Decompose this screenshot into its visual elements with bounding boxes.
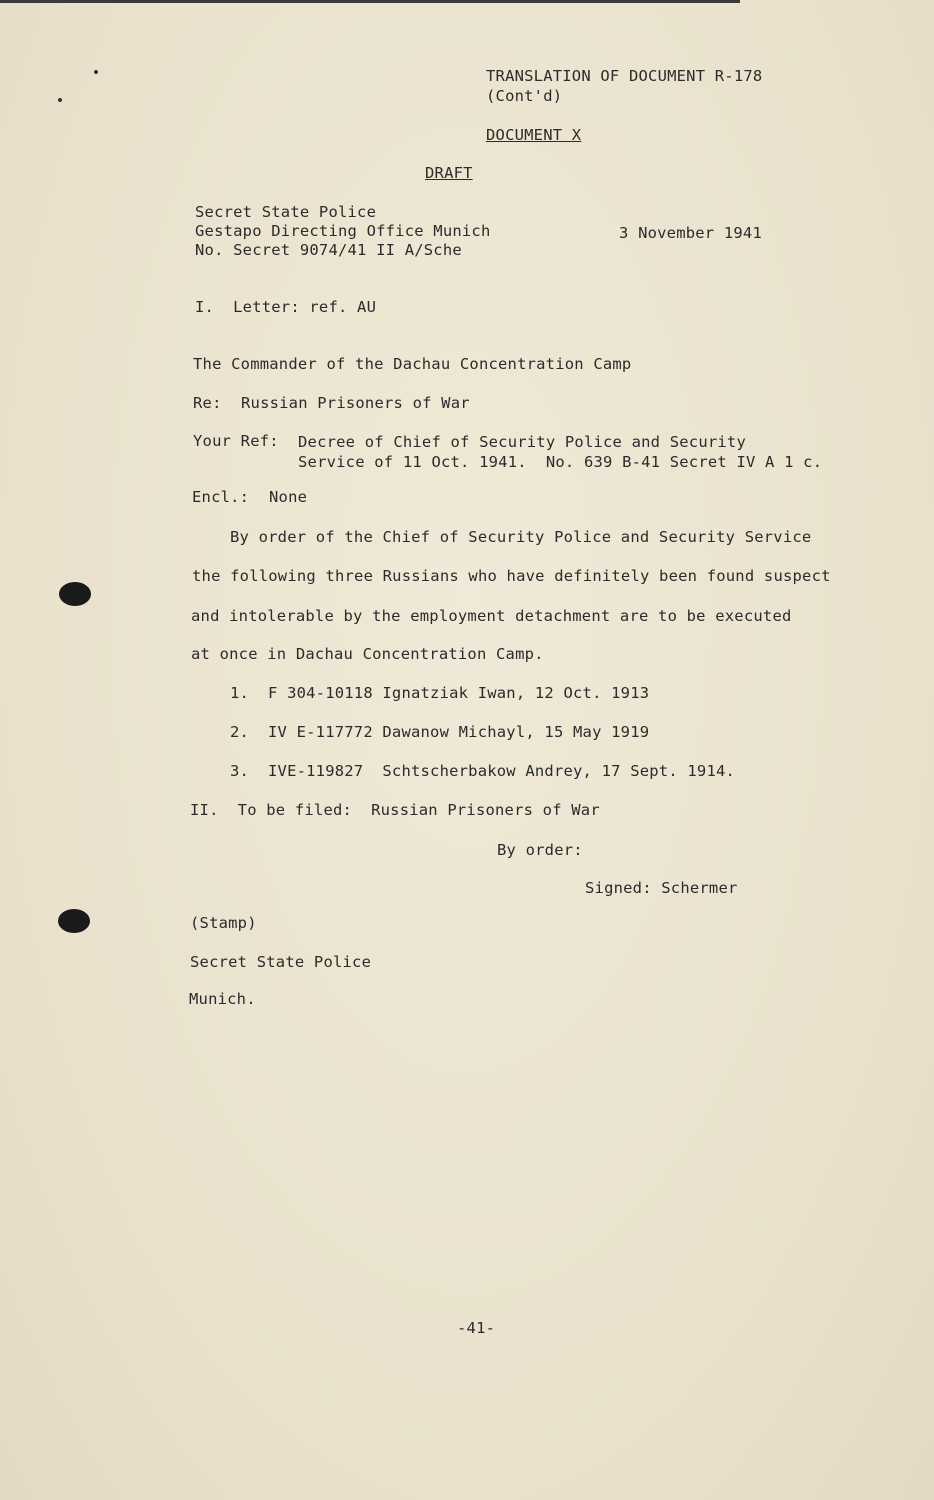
stamp-line-2: Secret State Police bbox=[190, 953, 372, 971]
stamp-label: (Stamp) bbox=[190, 914, 257, 932]
speck-mark bbox=[58, 98, 62, 102]
speck-mark bbox=[94, 70, 98, 74]
sender-line-2: Gestapo Directing Office Munich bbox=[195, 222, 491, 240]
document-date: 3 November 1941 bbox=[619, 224, 762, 242]
your-ref-line-1: Decree of Chief of Security Police and Security bbox=[298, 433, 746, 451]
draft-label: DRAFT bbox=[425, 164, 473, 182]
punch-hole bbox=[58, 909, 90, 933]
body-line-1: By order of the Chief of Security Police and Security Service bbox=[230, 528, 812, 546]
list-item-number: 3. bbox=[230, 762, 250, 780]
list-item-text: F 304-10118 Ignatziak Iwan, 12 Oct. 1913 bbox=[268, 684, 650, 702]
list-item-text: IV E-117772 Dawanow Michayl, 15 May 1919 bbox=[268, 723, 650, 741]
re-label: Re: bbox=[193, 394, 222, 412]
top-edge-line bbox=[0, 0, 740, 3]
sender-line-1: Secret State Police bbox=[195, 203, 377, 221]
your-ref-line-2: Service of 11 Oct. 1941. No. 639 B-41 Secret IV A 1 c. bbox=[298, 453, 823, 471]
document-title-continued: (Cont'd) bbox=[486, 87, 563, 105]
re-subject: Russian Prisoners of War bbox=[241, 394, 470, 412]
body-line-2: the following three Russians who have definitely been found suspect bbox=[192, 567, 831, 585]
document-title: TRANSLATION OF DOCUMENT R-178 bbox=[486, 67, 763, 85]
list-item-text: IVE-119827 Schtscherbakow Andrey, 17 Sept. 1914. bbox=[268, 762, 736, 780]
document-label: DOCUMENT X bbox=[486, 126, 582, 144]
recipient-line: The Commander of the Dachau Concentration Camp bbox=[193, 355, 632, 373]
enclosure-label: Encl.: bbox=[192, 488, 250, 506]
sender-reference-number: No. Secret 9074/41 II A/Sche bbox=[195, 241, 462, 259]
page-number: -41- bbox=[457, 1319, 496, 1337]
your-ref-label: Your Ref: bbox=[193, 432, 279, 450]
filing-instruction: II. To be filed: Russian Prisoners of War bbox=[190, 801, 600, 819]
body-line-3: and intolerable by the employment detachment are to be executed bbox=[191, 607, 792, 625]
list-item-number: 2. bbox=[230, 723, 250, 741]
punch-hole bbox=[59, 582, 91, 606]
stamp-line-3: Munich. bbox=[189, 990, 256, 1008]
enclosure-value: None bbox=[269, 488, 308, 506]
letter-reference: I. Letter: ref. AU bbox=[195, 298, 377, 316]
body-line-4: at once in Dachau Concentration Camp. bbox=[191, 645, 544, 663]
signature-line: Signed: Schermer bbox=[585, 879, 738, 897]
list-item-number: 1. bbox=[230, 684, 250, 702]
by-order-line: By order: bbox=[497, 841, 583, 859]
